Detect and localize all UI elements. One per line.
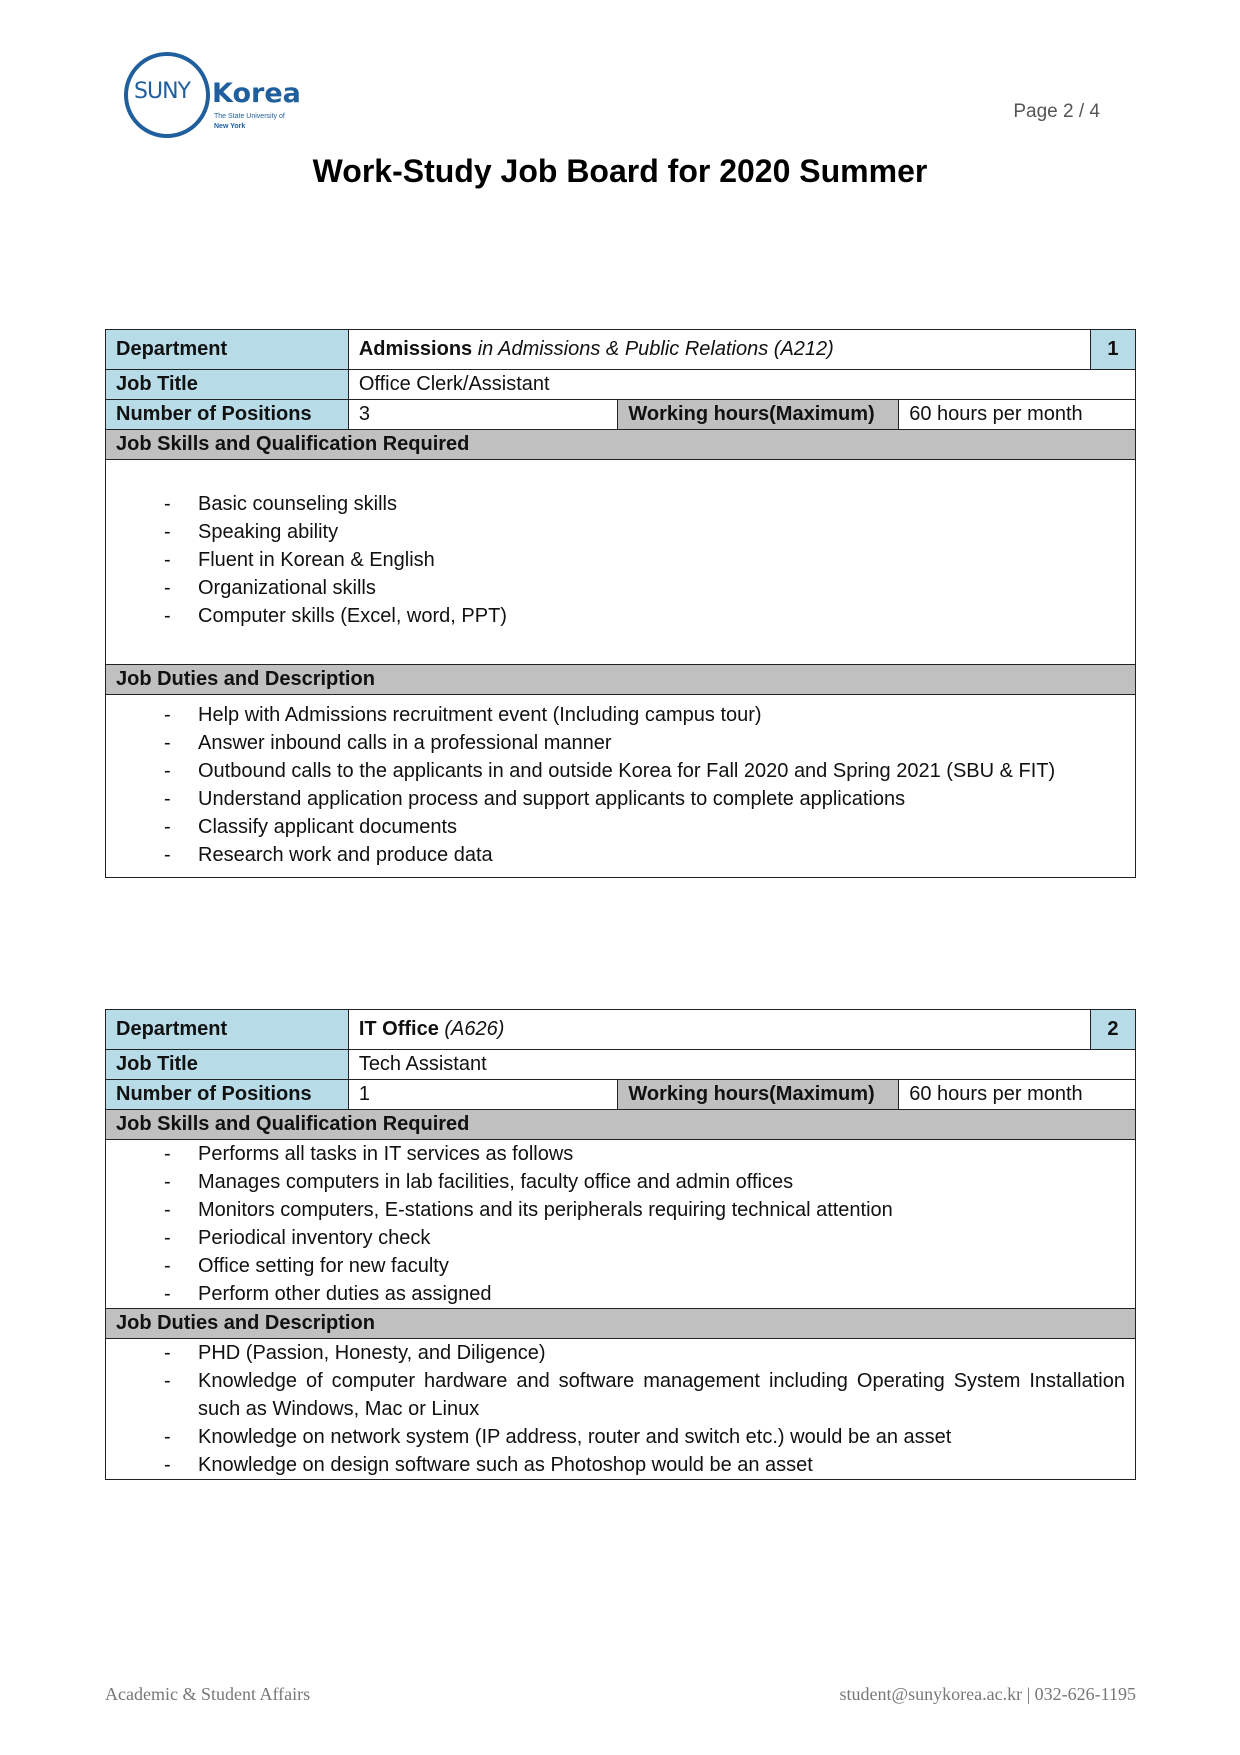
skill-item: - Office setting for new faculty — [116, 1252, 1125, 1280]
job-table-1 — [105, 329, 1136, 878]
department-location: (A626) — [438, 1018, 505, 1040]
job-title-value: Office Clerk/Assistant — [348, 370, 1135, 400]
hours-value: 60 hours per month — [899, 400, 1136, 430]
department-label: Department — [106, 330, 349, 370]
logo-suny-text: SUNY — [134, 79, 190, 104]
job-number: 1 — [1090, 330, 1135, 370]
page-title: Work-Study Job Board for 2020 Summer — [312, 153, 928, 189]
duties-list — [116, 701, 1125, 869]
footer-contact: student@sunykorea.ac.kr | 032-626-1195 — [839, 1684, 1136, 1704]
job-title-label: Job Title — [106, 370, 349, 400]
duty-item: - Classify applicant documents — [116, 813, 1125, 841]
skill-item: - Performs all tasks in IT services as follows — [116, 1140, 1125, 1168]
skill-item: - Fluent in Korean & English — [116, 546, 1125, 574]
hours-value: 60 hours per month — [899, 1080, 1136, 1110]
duties-list — [116, 1339, 1125, 1479]
logo-korea-text: Korea — [212, 78, 301, 109]
skill-item: - Organizational skills — [116, 574, 1125, 602]
department-name: Admissions — [358, 338, 473, 360]
duties-cell — [106, 1339, 1136, 1480]
suny-korea-logo — [124, 52, 304, 144]
logo-subtitle-2: New York — [214, 123, 246, 130]
job-title-label: Job Title — [106, 1050, 349, 1080]
duty-item: - Knowledge on design software such as Photoshop would be an asset — [116, 1451, 1125, 1479]
duties-cell — [106, 695, 1136, 878]
job-title-value: Tech Assistant — [348, 1050, 1135, 1080]
skills-list — [116, 1140, 1125, 1308]
skills-cell — [106, 460, 1136, 665]
skill-item: - Perform other duties as assigned — [116, 1280, 1125, 1308]
skill-item: - Computer skills (Excel, word, PPT) — [116, 602, 1125, 630]
duties-label: Job Duties and Description — [106, 1309, 1136, 1339]
positions-value: 1 — [348, 1080, 618, 1110]
duty-item: - Knowledge of computer hardware and software management including Operating System Installation such as Windows, Mac or Linux — [116, 1367, 1125, 1423]
skills-label: Job Skills and Qualification Required — [106, 430, 1136, 460]
duty-item: - PHD (Passion, Honesty, and Diligence) — [116, 1339, 1125, 1367]
skills-label: Job Skills and Qualification Required — [106, 1110, 1136, 1140]
skill-item: - Manages computers in lab facilities, faculty office and admin offices — [116, 1168, 1125, 1196]
hours-label: Working hours(Maximum) — [618, 400, 899, 430]
skills-cell — [106, 1140, 1136, 1309]
positions-value: 3 — [348, 400, 618, 430]
positions-label: Number of Positions — [106, 400, 349, 430]
page-number: Page 2 / 4 — [1013, 101, 1100, 122]
hours-label: Working hours(Maximum) — [618, 1080, 899, 1110]
duty-item: - Help with Admissions recruitment event (Including campus tour) — [116, 701, 1125, 729]
skills-list — [116, 490, 1125, 630]
footer-department: Academic & Student Affairs — [105, 1684, 311, 1704]
duty-item: - Outbound calls to the applicants in and outside Korea for Fall 2020 and Spring 2021 (SBU & FIT) — [116, 757, 1125, 785]
skill-item: - Monitors computers, E-stations and its peripherals requiring technical attention — [116, 1196, 1125, 1224]
skill-item: - Periodical inventory check — [116, 1224, 1125, 1252]
duty-item: - Research work and produce data — [116, 841, 1125, 869]
duty-item: - Answer inbound calls in a professional manner — [116, 729, 1125, 757]
department-value — [348, 330, 1090, 370]
department-location: in Admissions & Public Relations (A212) — [472, 338, 834, 360]
job-number: 2 — [1090, 1010, 1135, 1050]
skill-item: - Basic counseling skills — [116, 490, 1125, 518]
department-label: Department — [106, 1010, 349, 1050]
department-name: IT Office — [358, 1018, 439, 1040]
duty-item: - Knowledge on network system (IP address, router and switch etc.) would be an asset — [116, 1423, 1125, 1451]
duty-item: - Understand application process and support applicants to complete applications — [116, 785, 1125, 813]
skill-item: - Speaking ability — [116, 518, 1125, 546]
department-value — [348, 1010, 1090, 1050]
duties-label: Job Duties and Description — [106, 665, 1136, 695]
positions-label: Number of Positions — [106, 1080, 349, 1110]
job-table-2 — [105, 1009, 1136, 1480]
logo-subtitle: The State University of — [214, 113, 285, 120]
